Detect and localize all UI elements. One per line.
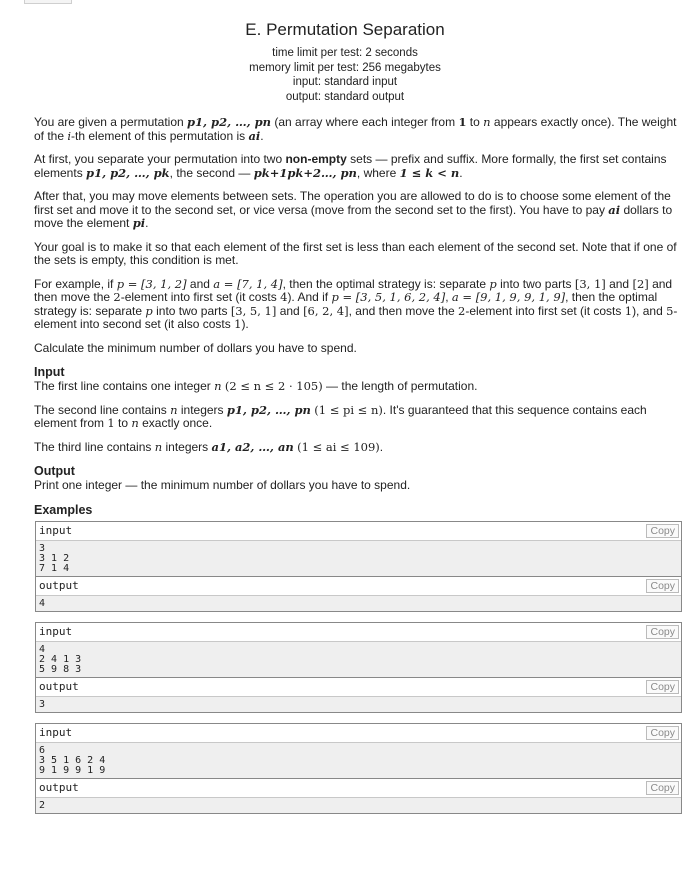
- output-line: 3: [39, 698, 46, 710]
- input-content: [36, 642, 681, 677]
- output-line: 2: [39, 799, 46, 811]
- copy-input-button[interactable]: Copy: [646, 726, 679, 740]
- problem-header: [0, 0, 690, 104]
- output-line: 4: [39, 597, 46, 609]
- example-test: [35, 723, 682, 814]
- copy-input-button[interactable]: Copy: [646, 625, 679, 639]
- output-content: [36, 798, 681, 813]
- input-header: [36, 623, 681, 642]
- input-line: 9 1 9 9 1 9: [39, 764, 106, 776]
- example-test: [35, 622, 682, 713]
- input-label: input: [39, 523, 73, 537]
- input-label: input: [39, 725, 73, 739]
- output-label: output: [39, 578, 79, 592]
- time-limit: time limit per test: 2 seconds: [272, 47, 418, 59]
- input-line: 2 4 1 3: [39, 653, 82, 665]
- copy-input-button[interactable]: Copy: [646, 524, 679, 538]
- input-file: input: standard input: [292, 76, 398, 88]
- memory-limit: memory limit per test: 256 megabytes: [249, 61, 441, 74]
- examples-list: [34, 521, 680, 814]
- output-content: [36, 697, 681, 712]
- input-section-title: Input: [34, 365, 65, 379]
- input-line: 4: [39, 643, 46, 655]
- input-line: 3: [39, 542, 46, 554]
- problem-statement: [34, 116, 680, 824]
- input-header: [36, 522, 681, 541]
- output-header: [36, 677, 681, 697]
- statement-paragraph: You are given a permutation p1, p2, …, pn (an array where each integer from 1 to n appears exactly once). The weight of the i-th element of this permutation is ai.: [34, 115, 677, 143]
- input-line: 6: [39, 744, 46, 756]
- copy-output-button[interactable]: Copy: [646, 579, 679, 593]
- input-content: [36, 541, 681, 576]
- examples-title: Examples: [34, 502, 93, 517]
- input-spec-line: The second line contains n integers p1, p2, …, pn (1 ≤ pi ≤ n). It's guaranteed that this sequence contains each element from 1 to n exactly once.: [34, 402, 647, 430]
- input-content: [36, 743, 681, 778]
- copy-output-button[interactable]: Copy: [646, 680, 679, 694]
- problem-limits: [0, 46, 690, 104]
- input-label: input: [39, 624, 73, 638]
- input-header: [36, 724, 681, 743]
- input-line: 3 1 2: [39, 552, 70, 564]
- output-header: [36, 778, 681, 798]
- statement-paragraph: Your goal is to make it so that each element of the first set is less than each element of the second set. Note that if one of the sets is empty, this condition is met.: [34, 239, 677, 267]
- statement-paragraph: After that, you may move elements between sets. The operation you are allowed to do is to choose some element of the first set and move it to the second set, or vice versa (move from the second set to the first). You have to pay ai dollars to move the element pi.: [34, 189, 673, 230]
- output-content: [36, 596, 681, 611]
- top-tab-stub: [24, 0, 72, 4]
- input-line: 7 1 4: [39, 562, 70, 574]
- output-header: [36, 576, 681, 596]
- output-label: output: [39, 679, 79, 693]
- example-test: [35, 521, 682, 612]
- output-label: output: [39, 780, 79, 794]
- input-line: 3 5 1 6 2 4: [39, 754, 106, 766]
- input-line: 5 9 8 3: [39, 663, 82, 675]
- output-spec-line: Print one integer — the minimum number of dollars you have to spend.: [34, 478, 411, 492]
- statement-paragraph: Calculate the minimum number of dollars you have to spend.: [34, 340, 357, 355]
- statement-paragraph: At first, you separate your permutation into two non-empty sets — prefix and suffix. More formally, the first set contains elements p1, p2, …, pk, the second — pk+1pk+2…, pn, where 1 ≤ k < n.: [34, 152, 667, 180]
- input-spec-line: The first line contains one integer n (2 ≤ n ≤ 2 · 105) — the length of permutation.: [34, 379, 478, 393]
- output-file: output: standard output: [285, 90, 405, 103]
- input-spec-line: The third line contains n integers a1, a2, …, an (1 ≤ ai ≤ 109).: [34, 439, 384, 454]
- problem-title: E. Permutation Separation: [245, 20, 445, 39]
- statement-paragraph: For example, if p = [3, 1, 2] and a = [7, 1, 4], then the optimal strategy is: separate p into two parts [3, 1] and [2] and then move the 2-element into first set (it costs 4). And if p = [3, 5, 1, 6, 2, 4], a = [9, 1, 9, 9, 1, 9], then the optimal strategy is: separate p into two parts [3, 5, 1] and [6, 2, 4], and then move the 2-element into first set (it costs 1), and 5-element into second set (it also costs 1).: [34, 276, 678, 331]
- output-section-title: Output: [34, 464, 75, 478]
- copy-output-button[interactable]: Copy: [646, 781, 679, 795]
